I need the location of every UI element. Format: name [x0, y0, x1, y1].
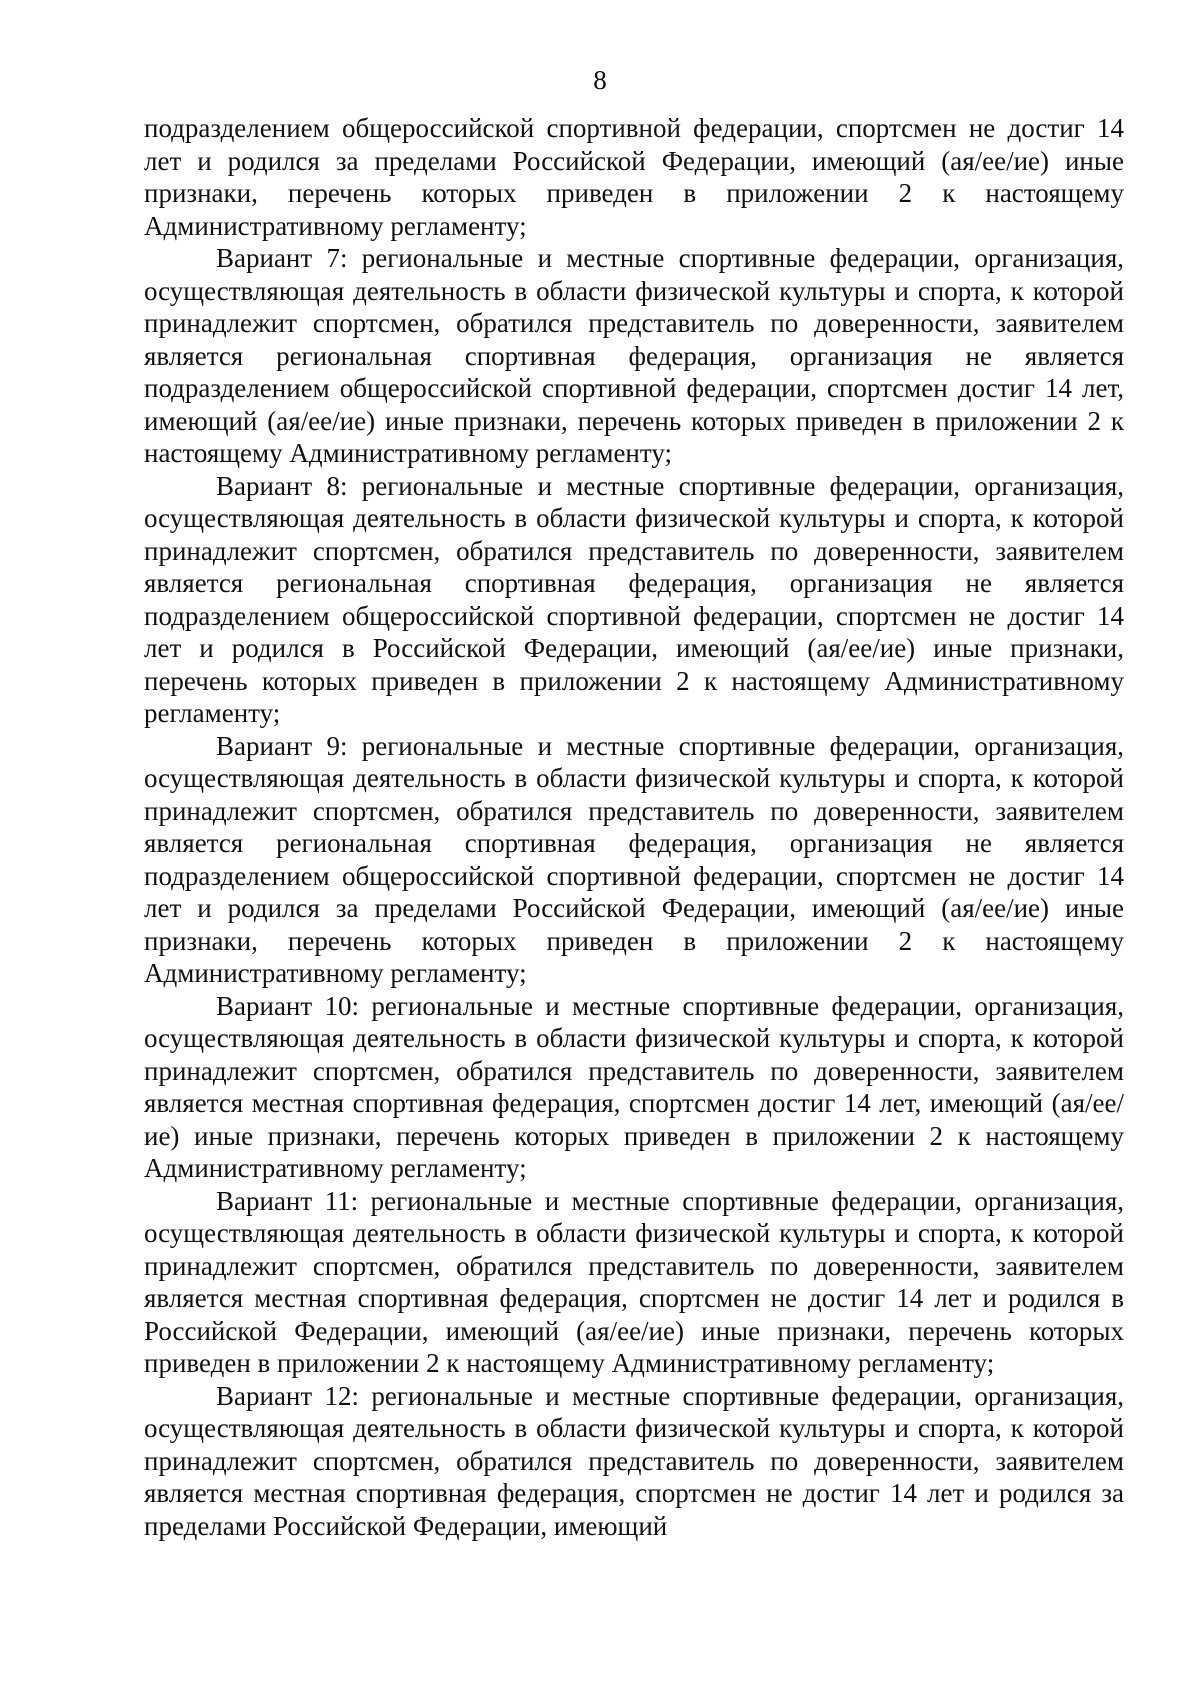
paragraph-variant-12: Вариант 12: региональные и местные спортивные федерации, организация, осуществляющая деятельность в области физической культуры и спорта, к которой принадлежит спортсмен, обратился представитель по доверенности, заявителем является местная спортивная федерация, спортсмен не достиг 14 лет и родился за пределами Российской Федерации, имеющий	[144, 1380, 1124, 1541]
paragraph-variant-9: Вариант 9: региональные и местные спортивные федерации, организация, осуществляющая деятельность в области физической культуры и спорта, к которой принадлежит спортсмен, обратился представитель по доверенности, заявителем является региональная спортивная федерация, организация не является подразделением общероссийской спортивной федерации, спортсмен не достиг 14 лет и родился за пределами Российской Федерации, имеющий (ая/ее/ие) иные признаки, перечень которых приведен в приложении 2 к настоящему Административному регламенту;	[144, 730, 1124, 988]
document-body	[144, 112, 1124, 1542]
paragraph-variant-11: Вариант 11: региональные и местные спортивные федерации, организация, осуществляющая деятельность в области физической культуры и спорта, к которой принадлежит спортсмен, обратился представитель по доверенности, заявителем является местная спортивная федерация, спортсмен не достиг 14 лет и родился в Российской Федерации, имеющий (ая/ее/ие) иные признаки, перечень которых приведен в приложении 2 к настоящему Административному регламенту;	[144, 1185, 1124, 1378]
paragraph-variant-7: Вариант 7: региональные и местные спортивные федерации, организация, осуществляющая деятельность в области физической культуры и спорта, к которой принадлежит спортсмен, обратился представитель по доверенности, заявителем является региональная спортивная федерация, организация не является подразделением общероссийской спортивной федерации, спортсмен достиг 14 лет, имеющий (ая/ее/ие) иные признаки, перечень которых приведен в приложении 2 к настоящему Административному регламенту;	[144, 243, 1124, 468]
paragraph-continuation: подразделением общероссийской спортивной федерации, спортсмен не достиг 14 лет и родился за пределами Российской Федерации, имеющий (ая/ее/ие) иные признаки, перечень которых приведен в приложении 2 к настоящему Административному регламенту;	[144, 113, 1124, 241]
page-number: 8	[593, 65, 607, 95]
paragraph-variant-10: Вариант 10: региональные и местные спортивные федерации, организация, осуществляющая деятельность в области физической культуры и спорта, к которой принадлежит спортсмен, обратился представитель по доверенности, заявителем является местная спортивная федерация, спортсмен достиг 14 лет, имеющий (ая/ее/ие) иные признаки, перечень которых приведен в приложении 2 к настоящему Административному регламенту;	[144, 990, 1124, 1183]
paragraph-variant-8: Вариант 8: региональные и местные спортивные федерации, организация, осуществляющая деятельность в области физической культуры и спорта, к которой принадлежит спортсмен, обратился представитель по доверенности, заявителем является региональная спортивная федерация, организация не является подразделением общероссийской спортивной федерации, спортсмен не достиг 14 лет и родился в Российской Федерации, имеющий (ая/ее/ие) иные признаки, перечень которых приведен в приложении 2 к настоящему Административному регламенту;	[144, 470, 1124, 728]
